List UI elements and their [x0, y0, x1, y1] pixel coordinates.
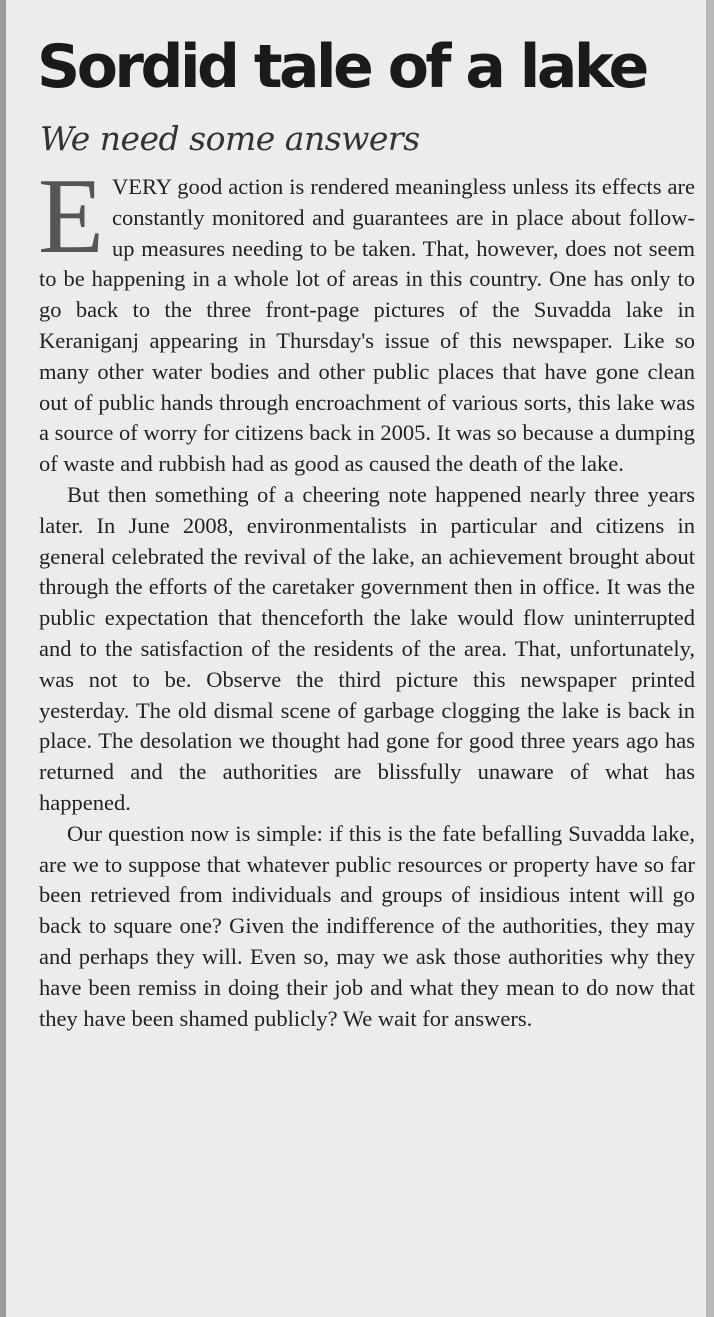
subheadline: We need some answers: [40, 119, 420, 158]
paragraph-1: [38, 157, 695, 480]
paragraph-2: But then something of a cheering note happened nearly three years later. In June 2008, environmentalists in particular and citizens in general celebrated the revival of the lake, an achievement brought about through the efforts of the caretaker government then in office. It was the public expectation that thenceforth the lake would flow uninterrupted and to the satisfaction of the residents of the area. That, unfortunately, was not to be. Observe the third picture this newspaper printed yesterday. The old dismal scene of garbage clogging the lake is back in place. The desolation we thought had gone for good three years ago has returned and the authorities are blissfully unaware of what has happened.: [39, 481, 695, 815]
paragraph-1-text: VERY good action is rendered meaningless unless its effects are constantly monitored and guarantees are in place about follow-up measures needing to be taken. That, however, does not seem to be happening in a whole lot of areas in this country. One has only to go back to the three front-page pictures of the Suvadda lake in Keraniganj appearing in Thursday's issue of this newspaper. Like so many other water bodies and other public places that have gone clean out of public hands through encroachment of various sorts, this lake was a source of worry for citizens back in 2005. It was so because a dumping of waste and rubbish had as good as caused the death of the lake.: [39, 174, 695, 477]
article-body: [38, 157, 695, 1034]
paragraph-3: Our question now is simple: if this is the fate befalling Suvadda lake, are we to suppose that whatever public resources or property have so far been retrieved from individuals and groups of insidious intent will go back to square one? Given the indifference of the authorities, they may and perhaps they will. Even so, may we ask those authorities why they have been remiss in doing their job and what they mean to do now that they have been shamed publicly? We wait for answers.: [39, 820, 695, 1031]
headline: Sordid tale of a lake: [37, 32, 646, 102]
drop-cap: E: [38, 157, 104, 276]
